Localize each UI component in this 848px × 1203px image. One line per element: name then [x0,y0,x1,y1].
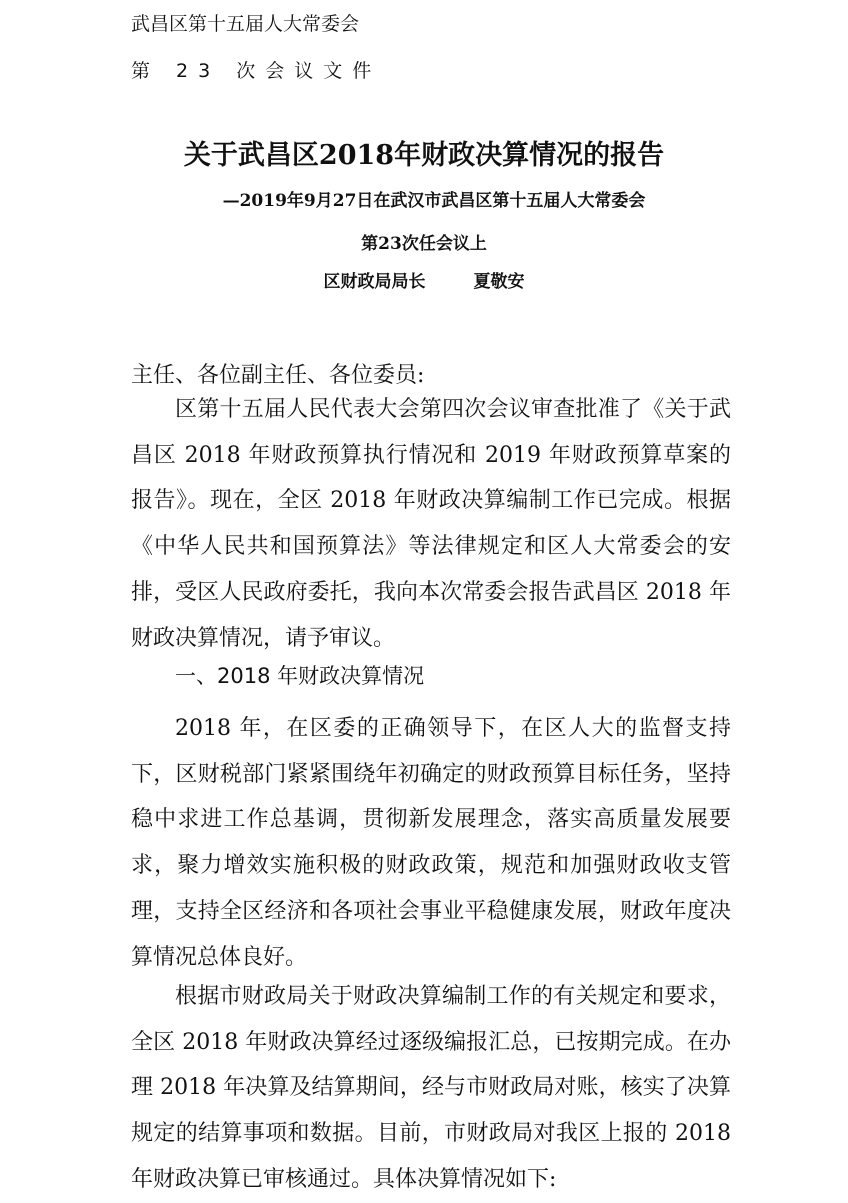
document-session-number: 第 23 次会议文件 [131,60,382,82]
report-speaker [0,270,848,294]
paragraph-intro: 区第十五届人民代表大会第四次会议审查批准了《关于武昌区 2018 年财政预算执行情况和 2019 年财政预算草案的报告》。现在，全区 2018 年财政决算编制工作已完成。根据《中华人民共和国预算法》等法律规定和区人大常委会的安排，受区人民政府委托，我向本次常委会报告武昌区 2018 年财政决算情况，请予审议。 [131,397,731,651]
speaker-name: 夏敬安 [473,272,525,292]
speaker-position: 区财政局局长 [323,272,426,292]
paragraph-overview: 2018 年，在区委的正确领导下，在区人大的监督支持下，区财税部门紧紧围绕年初确定的财政预算目标任务，坚持稳中求进工作总基调，贯彻新发展理念，落实高质量发展要求，聚力增效实施积极的财政政策，规范和加强财政收支管理，支持全区经济和各项社会事业平稳健康发展，财政年度决算情况总体良好。 [131,716,731,970]
paragraph-procedure: 根据市财政局关于财政决算编制工作的有关规定和要求，全区 2018 年财政决算经过逐级编报汇总，已按期完成。在办理 2018 年决算及结算期间，经与市财政局对账，核实了决算规定的结算事项和数据。目前，市财政局对我区上报的 2018 年财政决算已审核通过。具体决算情况如下: [131,984,731,1192]
section-heading-1: 一、2018 年财政决算情况 [175,664,425,688]
report-title: 关于武昌区2018年财政决算情况的报告 [183,140,665,171]
document-org-header: 武昌区第十五届人大常委会 [131,13,360,35]
report-subtitle-meeting: 第23次任会议上 [361,234,487,254]
report-subtitle-date: —2019年9月27日在武汉市武昌区第十五届人大常委会 [222,191,646,211]
salutation: 主任、各位副主任、各位委员: [131,363,425,388]
